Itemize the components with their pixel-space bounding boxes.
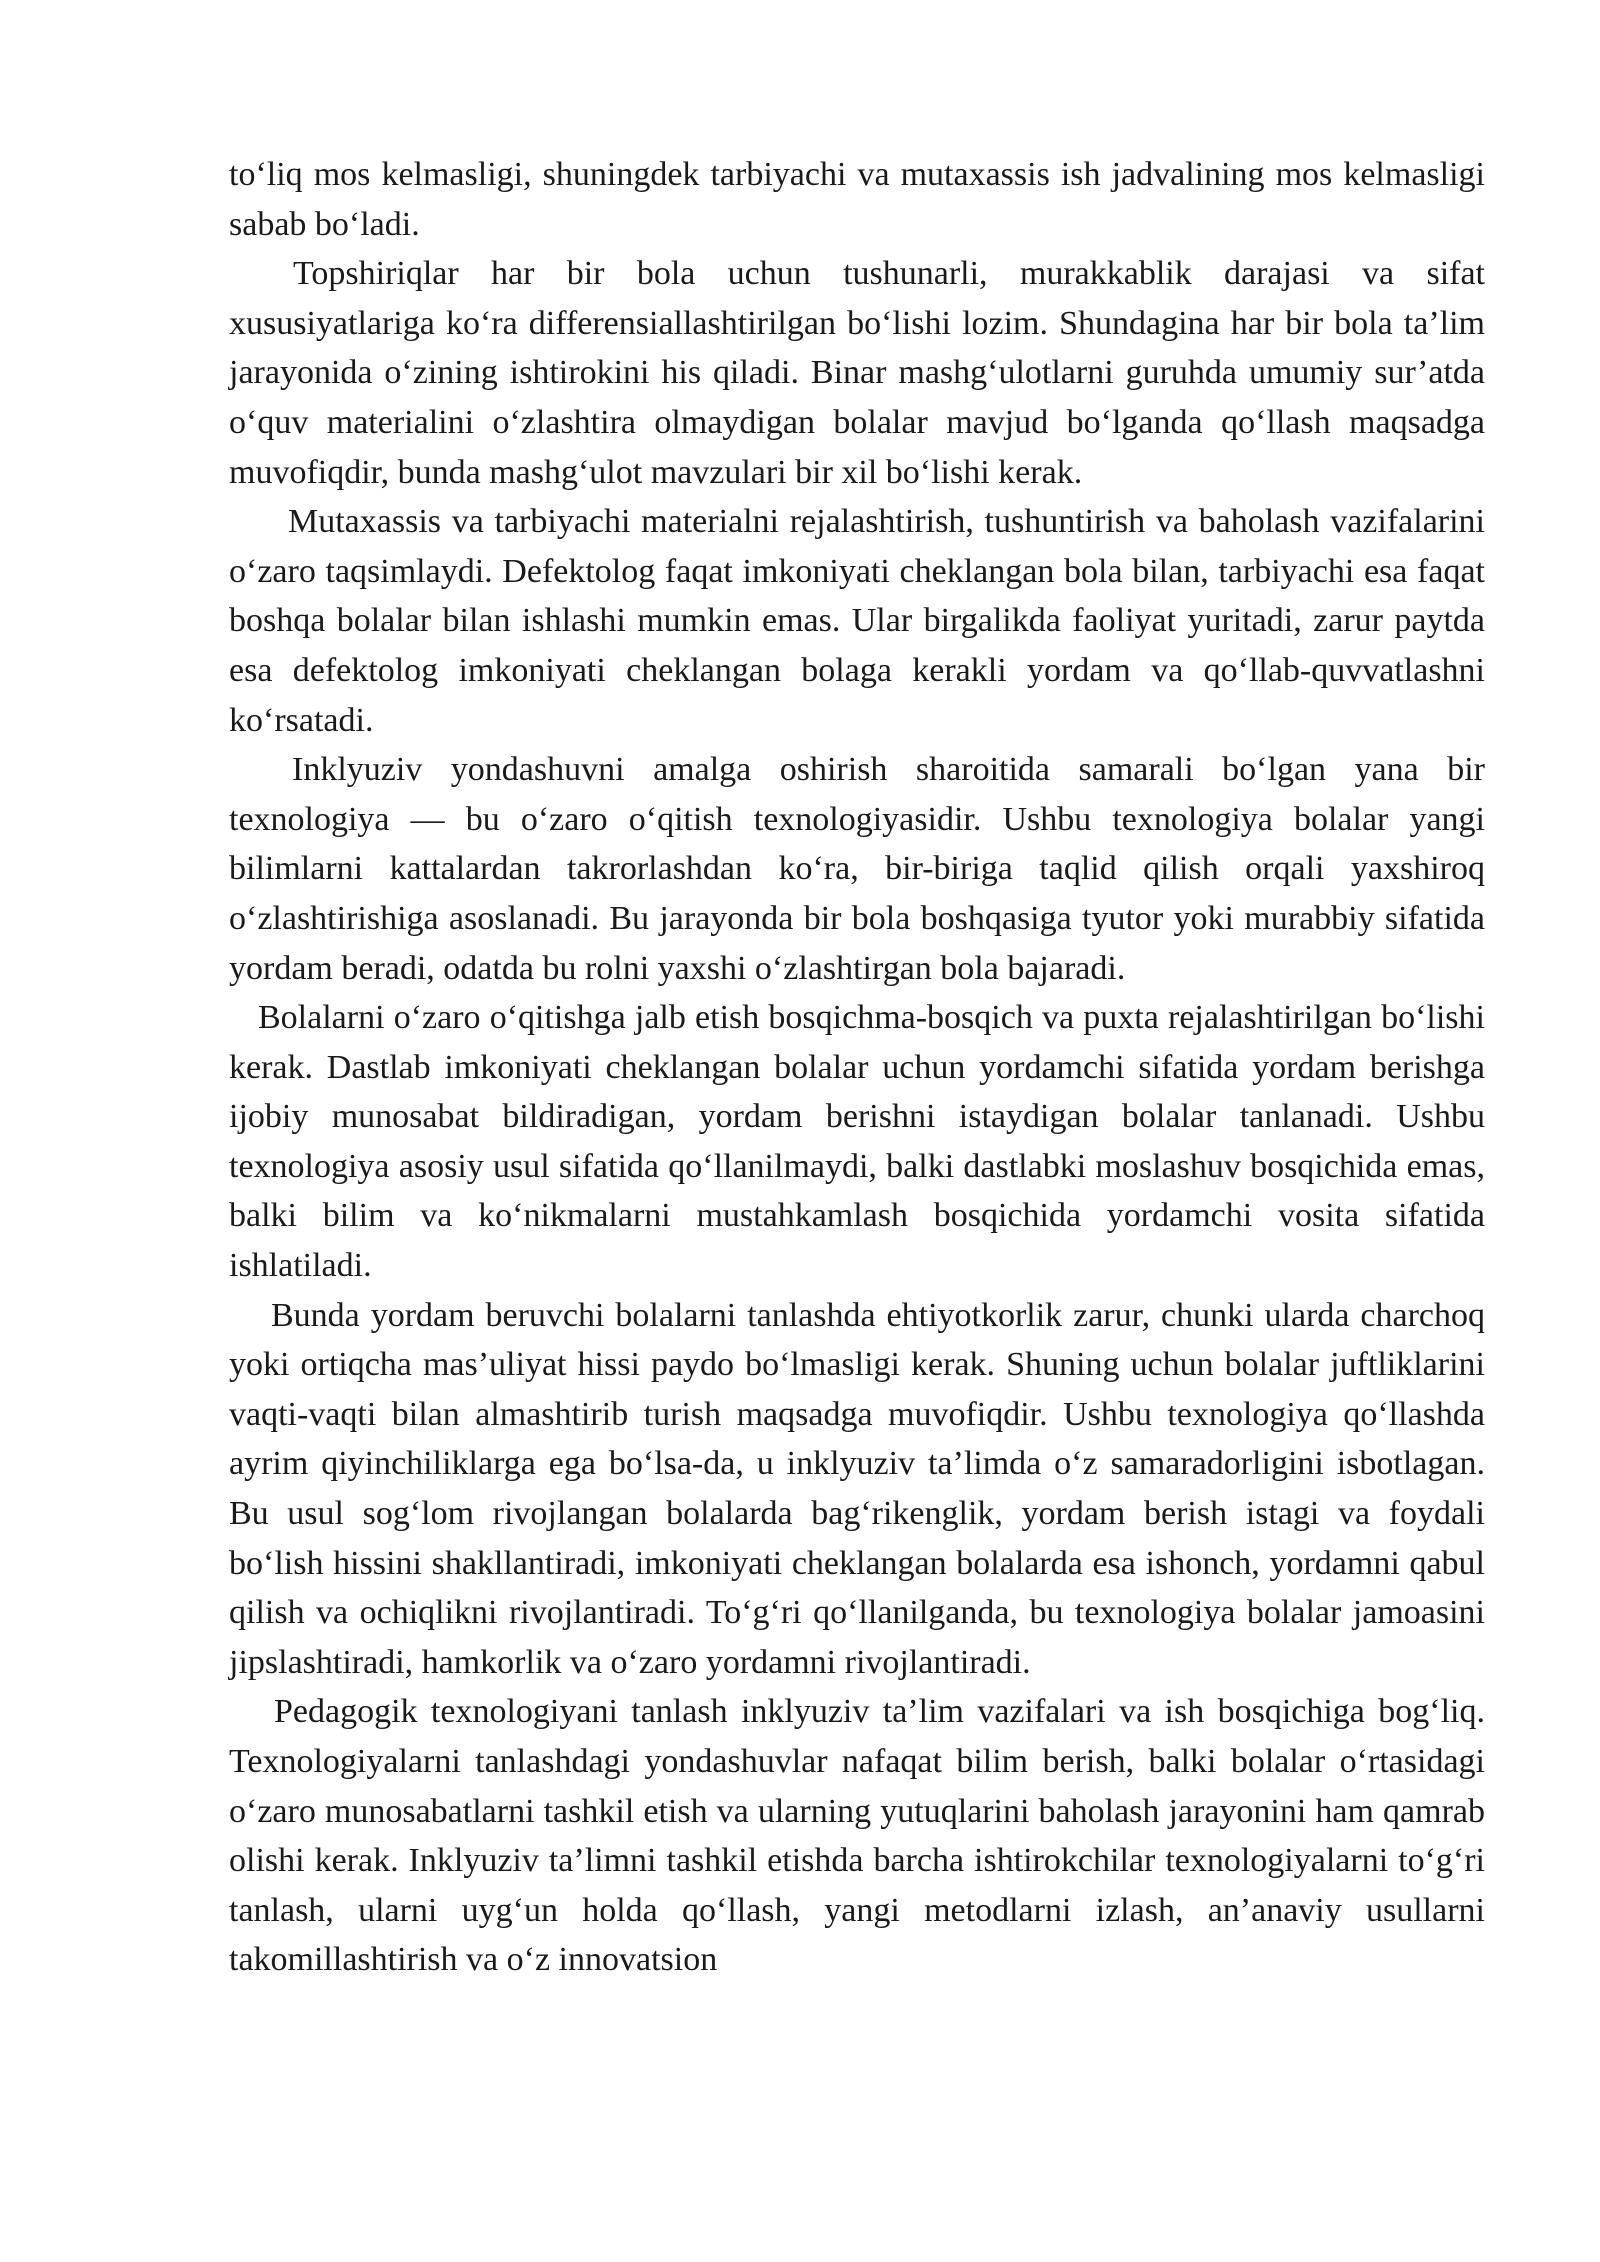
paragraph-technology-choice: Pedagogik texnologiyani tanlash inklyuziv ta’lim vazifalari va ish bosqichiga bog‘liq. Texnologiyalarni tanlashdagi yondashuvlar nafaqat bilim berish, balki bolalar o‘rtasidagi o‘zaro munosabatlarni tashkil etish va ularning yutuqlarini baholash jarayonini ham qamrab olishi kerak. Inklyuziv ta’limni tashkil etishda barcha ishtirokchilar texnologiyalarni to‘g‘ri tanlash, ularni uyg‘un holda qo‘llash, yangi metodlarni izlash, an’anaviy usullarni takomillashtirish va o‘z innovatsion (229, 1693, 1485, 1979)
paragraph-tasks-differentiation: Topshiriqlar har bir bola uchun tushunarli, murakkablik darajasi va sifat xususiyatlariga ko‘ra differensiallashtirilgan bo‘lishi lozim. Shundagina har bir bola ta’lim jarayonida o‘zining ishtirokini his qiladi. Binar mashg‘ulotlarni guruhda umumiy sur’atda o‘quv materialini o‘zlashtira olmaydigan bolalar mavjud bo‘lganda qo‘llash maqsadga muvofiqdir, bunda mashg‘ulot mavzulari bir xil bo‘lishi kerak. (229, 255, 1485, 491)
paragraph-continuation: to‘liq mos kelmasligi, shuningdek tarbiyachi va mutaxassis ish jadvalining mos kelmasligi sabab bo‘ladi. (229, 156, 1485, 243)
paragraph-helper-selection: Bunda yordam beruvchi bolalarni tanlashda ehtiyotkorlik zarur, chunki ularda charchoq yoki ortiqcha mas’uliyat hissi paydo bo‘lmasligi kerak. Shuning uchun bolalar juftliklarini vaqti-vaqti bilan almashtirib turish maqsadga muvofiqdir. Ushbu texnologiya qo‘llashda ayrim qiyinchiliklarga ega bo‘lsa-da, u inklyuziv ta’limda o‘z samaradorligini isbotlagan. Bu usul sog‘lom rivojlangan bolalarda bag‘rikenglik, yordam berish istagi va foydali bo‘lish hissini shakllantiradi, imkoniyati cheklangan bolalarda esa ishonch, yordamni qabul qilish va ochiqlikni rivojlantiradi. To‘g‘ri qo‘llanilganda, bu texnologiya bolalar jamoasini jipslashtiradi, hamkorlik va o‘zaro yordamni rivojlantiradi. (229, 1296, 1485, 1681)
paragraph-specialist-roles: Mutaxassis va tarbiyachi materialni rejalashtirish, tushuntirish va baholash vazifalarini o‘zaro taqsimlaydi. Defektolog faqat imkoniyati cheklangan bola bilan, tarbiyachi esa faqat boshqa bolalar bilan ishlashi mumkin emas. Ular birgalikda faoliyat yuritadi, zarur paytda esa defektolog imkoniyati cheklangan bolaga kerakli yordam va qo‘llab-quvvatlashni ko‘rsatadi. (229, 503, 1485, 739)
body-text (229, 150, 1485, 1985)
paragraph-peer-teaching-stages: Bolalarni o‘zaro o‘qitishga jalb etish bosqichma-bosqich va puxta rejalashtirilgan bo‘lishi kerak. Dastlab imkoniyati cheklangan bolalar uchun yordamchi sifatida yordam berishga ijobiy munosabat bildiradigan, yordam berishni istaydigan bolalar tanlanadi. Ushbu texnologiya asosiy usul sifatida qo‘llanilmaydi, balki dastlabki moslashuv bosqichida emas, balki bilim va ko‘nikmalarni mustahkamlash bosqichida yordamchi vosita sifatida ishlatiladi. (229, 999, 1485, 1285)
paragraph-peer-teaching: Inklyuziv yondashuvni amalga oshirish sharoitida samarali bo‘lgan yana bir texnologiya — bu o‘zaro o‘qitish texnologiyasidir. Ushbu texnologiya bolalar yangi bilimlarni kattalardan takrorlashdan ko‘ra, bir-biriga taqlid qilish orqali yaxshiroq o‘zlashtirishiga asoslanadi. Bu jarayonda bir bola boshqasiga tyutor yoki murabbiy sifatida yordam beradi, odatda bu rolni yaxshi o‘zlashtirgan bola bajaradi. (229, 751, 1485, 987)
